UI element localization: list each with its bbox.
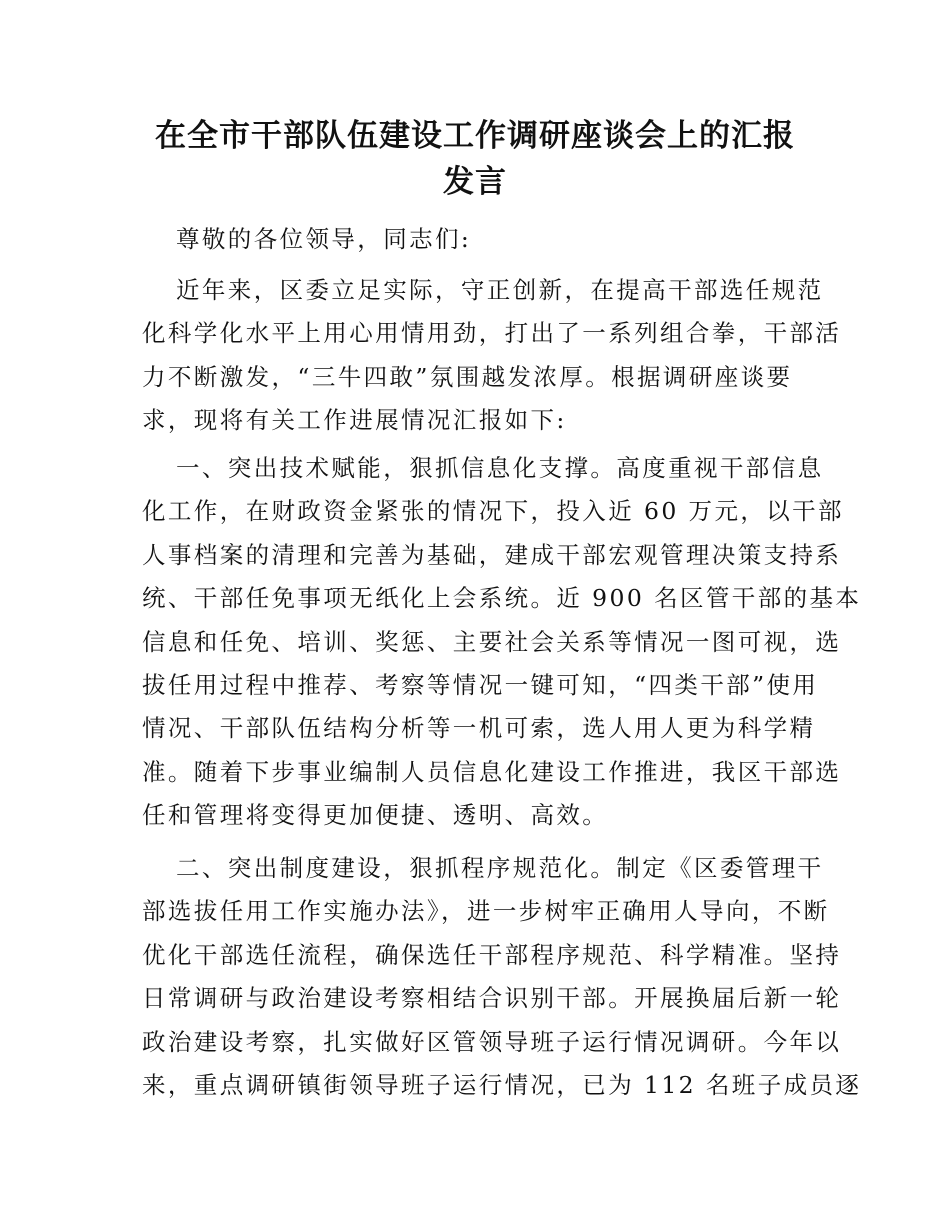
salutation [142, 218, 822, 261]
paragraph-section-2 [142, 847, 862, 1107]
salutation-text: 尊敬的各位领导，同志们: [176, 225, 472, 253]
paragraph-line: 任和管理将变得更加便捷、透明、高效。 [142, 801, 609, 830]
paragraph-line: 求，现将有关工作进展情况汇报如下: [142, 406, 567, 435]
paragraph-line: 二、突出制度建设，狠抓程序规范化。制定《区委管理干 [176, 854, 824, 882]
paragraph-line: 化工作，在财政资金紧张的情况下，投入近 60 万元，以干部 [142, 497, 844, 526]
document-title-line-2: 发言 [443, 164, 507, 200]
paragraph-line: 来，重点调研镇街领导班子运行情况，已为 112 名班子成员逐 [142, 1070, 862, 1099]
paragraph-line: 化科学化水平上用心用情用劲，打出了一系列组合拳，干部活 [142, 319, 842, 348]
paragraph-intro [142, 269, 842, 443]
paragraph-line: 准。随着下步事业编制人员信息化建设工作推进，我区干部选 [142, 757, 842, 786]
paragraph-line: 部选拔任用工作实施办法》，进一步树牢正确用人导向，不断 [142, 897, 830, 926]
paragraph-line: 拔任用过程中推荐、考察等情况一键可知，“四类干部”使用 [142, 670, 819, 699]
paragraph-line: 情况、干部队伍结构分析等一机可索，选人用人更为科学精 [142, 714, 816, 743]
document-title-line-1: 在全市干部队伍建设工作调研座谈会上的汇报 [155, 118, 795, 154]
paragraph-line: 信息和任免、培训、奖惩、主要社会关系等情况一图可视，选 [142, 627, 842, 656]
paragraph-line: 一、突出技术赋能，狠抓信息化支撑。高度重视干部信息 [176, 454, 824, 482]
paragraph-section-1 [142, 447, 862, 838]
paragraph-line: 政治建设考察，扎实做好区管领导班子运行情况调研。今年以 [142, 1027, 842, 1056]
paragraph-line: 力不断激发，“三牛四敢”氛围越发浓厚。根据调研座谈要 [142, 362, 793, 391]
paragraph-line: 近年来，区委立足实际，守正创新，在提高干部选任规范 [176, 276, 824, 304]
paragraph-line: 人事档案的清理和完善为基础，建成干部宏观管理决策支持系 [142, 540, 842, 569]
paragraph-line: 统、干部任免事项无纸化上会系统。近 900 名区管干部的基本 [142, 584, 862, 613]
paragraph-line: 优化干部选任流程，确保选任干部程序规范、科学精准。坚持 [142, 940, 842, 969]
paragraph-line: 日常调研与政治建设考察相结合识别干部。开展换届后新一轮 [142, 984, 842, 1013]
